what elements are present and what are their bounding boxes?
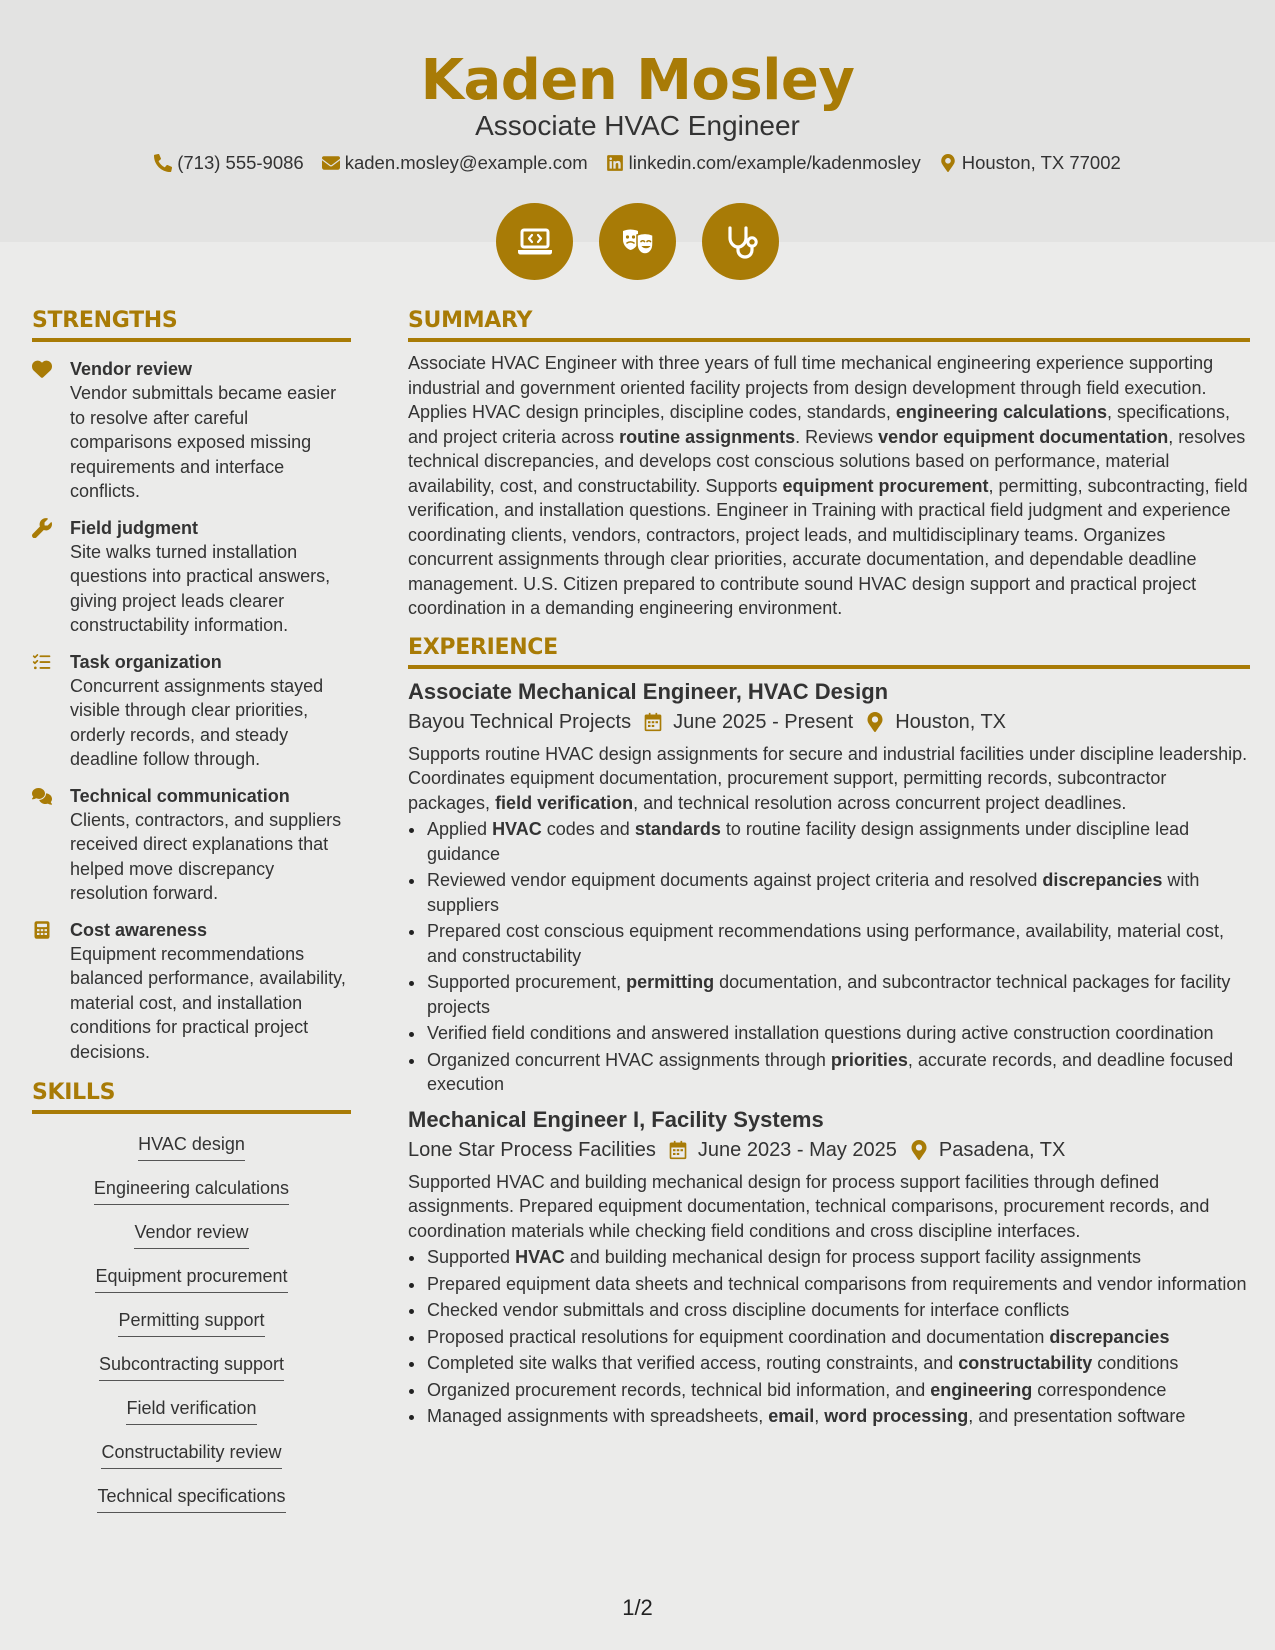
contact-email[interactable]	[322, 152, 588, 174]
strength-desc: Concurrent assignments stayed visible through clear priorities, orderly records, and steady deadline follow through.	[70, 675, 324, 769]
job-meta	[408, 1139, 1250, 1162]
list-item: • Reviewed vendor equipment documents against project criteria and resolved discrepancies with suppliers	[426, 868, 1250, 917]
job-bullets	[426, 1245, 1250, 1429]
skill-item: Permitting support	[118, 1310, 264, 1337]
job-dates: June 2025 - Present	[673, 710, 854, 733]
list-item: • Supported HVAC and building mechanical design for process support facility assignments	[426, 1245, 1250, 1270]
strength-item	[32, 784, 351, 906]
location-text: Houston, TX 77002	[961, 152, 1121, 173]
emphasis-text: standards	[634, 819, 721, 839]
list-item: • Checked vendor submittals and cross discipline documents for interface conflicts	[426, 1298, 1250, 1323]
heart-icon	[32, 359, 52, 379]
stethoscope-icon	[721, 222, 761, 262]
job-location: Houston, TX	[895, 710, 1007, 733]
strength-desc: Site walks turned installation questions into practical answers, giving project leads clearer constructability information.	[70, 541, 331, 635]
strengths-heading: STRENGTHS	[32, 308, 351, 342]
contact-phone	[154, 152, 304, 174]
envelope-icon	[322, 154, 340, 172]
list-item: • Completed site walks that verified access, routing constraints, and constructability conditions	[426, 1351, 1250, 1376]
emphasis-text: constructability	[958, 1353, 1093, 1373]
emphasis-text: HVAC	[492, 819, 542, 839]
emphasis-text: email	[768, 1406, 815, 1426]
job-meta	[408, 711, 1250, 734]
summary-heading: SUMMARY	[408, 308, 1250, 342]
emphasis-text: priorities	[830, 1049, 908, 1070]
job-title: Associate HVAC Engineer	[475, 110, 800, 141]
laptop-code-badge	[496, 203, 573, 280]
list-item: • Organized procurement records, technical bid information, and engineering correspondence	[426, 1378, 1250, 1403]
list-item: • Supported procurement, permitting documentation, and subcontractor technical packages for facility projects	[426, 970, 1250, 1019]
linkedin-icon	[606, 154, 624, 172]
emphasis-text: field verification	[495, 792, 634, 813]
list-item: • Organized concurrent HVAC assignments through priorities, accurate records, and deadline focused execution	[426, 1048, 1250, 1097]
list-item: • Prepared cost conscious equipment recommendations using performance, availability, material cost, and constructability	[426, 919, 1250, 968]
stethoscope-badge	[702, 203, 779, 280]
emphasis-text: engineering calculations	[895, 402, 1107, 422]
job-entry	[408, 679, 1250, 1097]
contact-linkedin[interactable]	[606, 152, 921, 174]
phone-text: (713) 555-9086	[177, 152, 304, 173]
emphasis-text: equipment procurement	[782, 475, 989, 496]
left-column	[32, 308, 351, 1513]
masks-badge	[599, 203, 676, 280]
skill-item: Vendor review	[134, 1222, 248, 1249]
calendar-icon	[643, 712, 663, 732]
contact-location	[939, 152, 1121, 174]
job-description: Supports routine HVAC design assignments for secure and industrial facilities under discipline leadership. Coordinates equipment documentation, procurement support, permitting records, subcontractor packages, field verification, and technical resolution across concurrent project deadlines.	[408, 743, 1248, 813]
job-bullets	[426, 817, 1250, 1097]
right-column	[408, 308, 1250, 1431]
skill-item: Constructability review	[101, 1442, 281, 1469]
header-band	[0, 0, 1275, 242]
experience-heading: EXPERIENCE	[408, 635, 1250, 669]
strengths-list	[32, 357, 351, 1064]
map-marker-icon	[939, 154, 957, 172]
job-title: Mechanical Engineer I, Facility Systems	[408, 1106, 824, 1132]
strength-item	[32, 650, 351, 772]
linkedin-text: linkedin.com/example/kadenmosley	[628, 152, 921, 173]
strength-item	[32, 357, 351, 504]
calculator-icon	[32, 920, 52, 940]
company-name: Bayou Technical Projects	[408, 710, 632, 733]
contact-bar	[0, 152, 1275, 174]
summary-text: Associate HVAC Engineer with three years of full time mechanical engineering experience supporting industrial and government oriented facility projects from design development through field execution. Applies HVAC design principles, discipline codes, standards, engineering calculations, specifications, and project criteria across routine assignments. Reviews vendor equipment documentation, resolves technical discrepancies, and develops cost conscious solutions based on performance, material availability, cost, and constructability. Supports equipment procurement, permitting, subcontracting, field verification, and installation questions. Engineer in Training with practical field judgment and experience coordinating clients, vendors, contractors, project leads, and multidisciplinary teams. Organizes concurrent assignments through clear priorities, accurate documentation, and dependable deadline management. U.S. Citizen prepared to contribute sound HVAC design support and practical project coordination in a demanding engineering environment.	[408, 353, 1248, 618]
phone-icon	[154, 154, 172, 172]
job-entry	[408, 1107, 1250, 1429]
strength-item	[32, 516, 351, 638]
list-item: • Verified field conditions and answered installation questions during active construction coordination	[426, 1021, 1250, 1046]
theater-masks-icon	[618, 222, 658, 262]
list-item: • Managed assignments with spreadsheets, email, word processing, and presentation software	[426, 1404, 1250, 1429]
email-text: kaden.mosley@example.com	[344, 152, 588, 173]
strength-title: Vendor review	[70, 359, 193, 379]
job-location: Pasadena, TX	[938, 1138, 1066, 1161]
strength-desc: Equipment recommendations balanced performance, availability, material cost, and installation conditions for practical project decisions.	[70, 943, 346, 1062]
strength-desc: Vendor submittals became easier to resolve after careful comparisons exposed missing requirements and interface conflicts.	[70, 383, 337, 501]
job-title: Associate Mechanical Engineer, HVAC Design	[408, 678, 889, 704]
skill-item: HVAC design	[138, 1134, 245, 1161]
strength-item	[32, 918, 351, 1065]
job-description: Supported HVAC and building mechanical design for process support facilities through defined assignments. Prepared equipment documentation, technical comparisons, procurement records, and coordination materials while checking field conditions and cross discipline interfaces.	[408, 1171, 1210, 1241]
skill-item: Technical specifications	[97, 1486, 285, 1513]
strength-title: Cost awareness	[70, 919, 208, 940]
company-name: Lone Star Process Facilities	[408, 1138, 656, 1161]
calendar-icon	[668, 1140, 688, 1160]
wrench-icon	[32, 518, 52, 538]
map-marker-icon	[865, 712, 885, 732]
interest-badges	[0, 203, 1275, 280]
skill-item: Equipment procurement	[95, 1266, 287, 1293]
emphasis-text: HVAC	[515, 1247, 565, 1267]
tasks-icon	[32, 652, 52, 672]
map-marker-icon	[909, 1140, 929, 1160]
skill-item: Subcontracting support	[99, 1354, 284, 1381]
emphasis-text: word processing	[824, 1406, 969, 1426]
page-number: 1/2	[622, 1595, 653, 1620]
emphasis-text: engineering	[930, 1379, 1033, 1400]
strength-desc: Clients, contractors, and suppliers received direct explanations that helped move discrepancy resolution forward.	[70, 809, 342, 903]
candidate-name: Kaden Mosley	[420, 48, 855, 113]
skills-list	[32, 1134, 351, 1513]
strength-title: Task organization	[70, 651, 222, 672]
job-dates: June 2023 - May 2025	[697, 1138, 897, 1161]
comments-icon	[32, 786, 52, 806]
laptop-code-icon	[515, 222, 555, 262]
emphasis-text: vendor equipment documentation	[878, 426, 1169, 447]
list-item: • Proposed practical resolutions for equipment coordination and documentation discrepancies	[426, 1325, 1250, 1350]
emphasis-text: permitting	[626, 972, 715, 992]
list-item: • Applied HVAC codes and standards to routine facility design assignments under discipline lead guidance	[426, 817, 1250, 866]
strength-title: Technical communication	[70, 785, 290, 806]
emphasis-text: routine assignments	[619, 426, 796, 447]
skills-heading: SKILLS	[32, 1080, 351, 1114]
emphasis-text: discrepancies	[1049, 1326, 1170, 1347]
strength-title: Field judgment	[70, 517, 198, 538]
skill-item: Engineering calculations	[94, 1178, 289, 1205]
emphasis-text: discrepancies	[1042, 870, 1163, 890]
list-item: • Prepared equipment data sheets and technical comparisons from requirements and vendor information	[426, 1272, 1250, 1297]
skill-item: Field verification	[126, 1398, 256, 1425]
